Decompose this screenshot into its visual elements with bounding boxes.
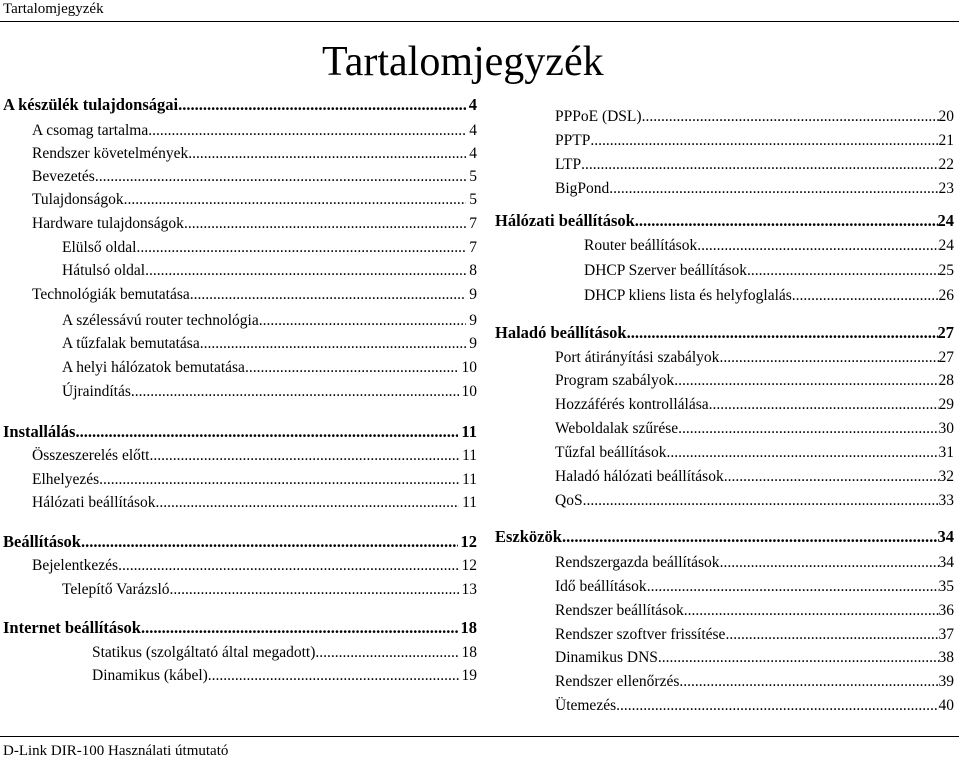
page-footer: D-Link DIR-100 Használati útmutató xyxy=(3,743,229,759)
toc-page-number: 9 xyxy=(469,335,477,352)
toc-page-number: 18 xyxy=(460,618,477,637)
toc-entry-label: Idő beállítások xyxy=(555,578,647,595)
toc-entry[interactable] xyxy=(555,131,954,151)
toc-page-number: 32 xyxy=(938,468,954,485)
toc-leader-dots xyxy=(674,371,938,391)
toc-leader-dots xyxy=(141,618,458,638)
toc-entry[interactable] xyxy=(555,443,954,463)
toc-leader-dots xyxy=(184,214,466,234)
toc-page-number: 4 xyxy=(469,145,477,162)
toc-entry-label: Program szabályok xyxy=(555,372,675,389)
toc-leader-dots xyxy=(627,323,938,343)
toc-entry-label: Ütemezés xyxy=(555,697,617,714)
toc-leader-dots xyxy=(208,666,459,686)
toc-leader-dots xyxy=(658,648,939,668)
page-header xyxy=(0,0,959,22)
toc-page-number: 36 xyxy=(938,602,954,619)
toc-leader-dots xyxy=(647,577,939,597)
toc-section-entry[interactable] xyxy=(3,618,477,638)
toc-entry[interactable] xyxy=(32,190,477,210)
toc-page-number: 21 xyxy=(938,132,954,149)
toc-entry-label: Router beállítások xyxy=(584,237,698,254)
toc-entry[interactable] xyxy=(555,625,954,645)
toc-section-entry[interactable] xyxy=(3,422,477,442)
toc-leader-dots xyxy=(635,211,938,231)
toc-page-number: 10 xyxy=(461,383,477,400)
toc-entry[interactable] xyxy=(584,286,954,306)
toc-page-number: 18 xyxy=(461,644,477,661)
toc-leader-dots xyxy=(725,625,938,645)
toc-entry[interactable] xyxy=(32,556,477,576)
toc-entry[interactable] xyxy=(32,167,477,187)
toc-page-number: 11 xyxy=(461,422,477,441)
toc-entry-label: A szélessávú router technológia xyxy=(62,312,259,329)
toc-page-number: 40 xyxy=(938,697,954,714)
toc-entry[interactable] xyxy=(32,446,477,466)
toc-entry[interactable] xyxy=(555,371,954,391)
toc-entry[interactable] xyxy=(555,601,954,621)
toc-entry[interactable] xyxy=(62,382,477,402)
toc-page-number: 19 xyxy=(461,667,477,684)
toc-page-number: 13 xyxy=(461,581,477,598)
toc-page-number: 38 xyxy=(938,649,954,666)
toc-leader-dots xyxy=(684,601,939,621)
toc-entry[interactable] xyxy=(62,358,477,378)
toc-leader-dots xyxy=(666,443,938,463)
toc-leader-dots xyxy=(679,672,938,692)
toc-leader-dots xyxy=(724,467,939,487)
toc-entry-label: Telepítő Varázsló xyxy=(62,581,170,598)
toc-page-number: 12 xyxy=(460,532,477,551)
toc-entry[interactable] xyxy=(92,666,477,686)
toc-entry[interactable] xyxy=(62,334,477,354)
toc-leader-dots xyxy=(136,238,466,258)
toc-entry-label: Elülső oldal xyxy=(62,239,137,256)
toc-entry-label: Rendszer szoftver frissítése xyxy=(555,626,726,643)
toc-entry[interactable] xyxy=(555,179,954,199)
toc-entry-label: Dinamikus DNS xyxy=(555,649,658,666)
toc-entry-label: Rendszer ellenőrzés xyxy=(555,673,680,690)
toc-entry-label: QoS xyxy=(555,492,583,509)
toc-entry[interactable] xyxy=(555,348,954,368)
toc-entry-label: Rendszer követelmények xyxy=(32,145,189,162)
toc-page-number: 37 xyxy=(938,626,954,643)
toc-entry-label: Haladó beállítások xyxy=(495,323,627,342)
toc-page-number: 30 xyxy=(938,420,954,437)
toc-entry[interactable] xyxy=(555,648,954,668)
toc-leader-dots xyxy=(697,236,938,256)
running-title: Tartalomjegyzék xyxy=(3,1,104,17)
toc-entry-label: Weboldalak szűrése xyxy=(555,420,679,437)
toc-entry-label: Dinamikus (kábel) xyxy=(92,667,208,684)
toc-entry-label: Elhelyezés xyxy=(32,471,100,488)
toc-entry-label: A helyi hálózatok bemutatása xyxy=(62,359,245,376)
toc-leader-dots xyxy=(315,643,458,663)
toc-section-entry[interactable] xyxy=(495,211,954,231)
toc-entry[interactable] xyxy=(555,672,954,692)
toc-page-number: 7 xyxy=(469,215,477,232)
toc-entry[interactable] xyxy=(32,285,477,305)
toc-page-number: 12 xyxy=(461,557,477,574)
toc-leader-dots xyxy=(200,334,467,354)
toc-leader-dots xyxy=(95,167,466,187)
toc-page-number: 8 xyxy=(469,262,477,279)
toc-entry-label: A csomag tartalma xyxy=(32,122,149,139)
toc-entry[interactable] xyxy=(62,261,477,281)
toc-entry[interactable] xyxy=(32,493,477,513)
page-title: Tartalomjegyzék xyxy=(322,39,604,85)
toc-entry-label: Technológiák bemutatása xyxy=(32,286,190,303)
toc-entry[interactable] xyxy=(62,580,477,600)
toc-entry-label: Tűzfal beállítások xyxy=(555,444,667,461)
toc-entry-label: A tűzfalak bemutatása xyxy=(62,335,200,352)
toc-leader-dots xyxy=(562,527,938,547)
toc-entry[interactable] xyxy=(62,311,477,331)
toc-leader-dots xyxy=(156,493,460,513)
toc-page-number: 26 xyxy=(938,287,954,304)
toc-page-number: 34 xyxy=(937,527,954,546)
toc-entry[interactable] xyxy=(584,236,954,256)
toc-leader-dots xyxy=(678,419,938,439)
toc-entry-label: Rendszer beállítások xyxy=(555,602,684,619)
toc-leader-dots xyxy=(720,553,939,573)
toc-entry-label: Internet beállítások xyxy=(3,618,141,637)
toc-entry[interactable] xyxy=(555,696,954,716)
toc-page-number: 20 xyxy=(938,108,954,125)
toc-leader-dots xyxy=(259,311,467,331)
toc-entry-label: Beállítások xyxy=(3,532,81,551)
toc-page-number: 27 xyxy=(938,349,954,366)
toc-section-entry[interactable] xyxy=(3,95,477,115)
toc-entry-label: Eszközök xyxy=(495,527,562,546)
toc-entry[interactable] xyxy=(555,395,954,415)
toc-entry-label: Bevezetés xyxy=(32,168,95,185)
toc-page-number: 29 xyxy=(938,396,954,413)
toc-leader-dots xyxy=(170,580,459,600)
toc-entry-label: Tulajdonságok xyxy=(32,191,124,208)
toc-leader-dots xyxy=(616,696,938,716)
toc-page-number: 11 xyxy=(462,494,477,511)
toc-page-number: 5 xyxy=(469,191,477,208)
toc-page-number: 4 xyxy=(469,122,477,139)
toc-page-number: 39 xyxy=(938,673,954,690)
toc-entry[interactable] xyxy=(555,577,954,597)
toc-entry[interactable] xyxy=(32,144,477,164)
toc-leader-dots xyxy=(150,446,460,466)
toc-page-number: 22 xyxy=(938,156,954,173)
toc-entry-label: Installálás xyxy=(3,422,76,441)
toc-leader-dots xyxy=(145,261,466,281)
toc-leader-dots xyxy=(124,190,467,210)
toc-entry[interactable] xyxy=(92,643,477,663)
toc-page-number: 31 xyxy=(938,444,954,461)
toc-entry-label: A készülék tulajdonságai xyxy=(3,95,179,114)
toc-leader-dots xyxy=(709,395,939,415)
toc-entry-label: DHCP Szerver beállítások xyxy=(584,262,747,279)
toc-page-number: 9 xyxy=(469,312,477,329)
toc-page-number: 35 xyxy=(938,578,954,595)
toc-section-entry[interactable] xyxy=(3,532,477,552)
toc-page-number: 5 xyxy=(469,168,477,185)
toc-leader-dots xyxy=(609,179,938,199)
toc-page-number: 33 xyxy=(938,492,954,509)
toc-entry[interactable] xyxy=(555,107,954,127)
toc-entry[interactable] xyxy=(62,238,477,258)
toc-entry-label: LTP xyxy=(555,156,582,173)
toc-entry-label: Hátulsó oldal xyxy=(62,262,146,279)
toc-entry-label: Hálózati beállítások xyxy=(495,211,635,230)
toc-page-number: 28 xyxy=(938,372,954,389)
toc-page-number: 11 xyxy=(462,447,477,464)
toc-leader-dots xyxy=(81,532,458,552)
toc-leader-dots xyxy=(747,261,939,281)
toc-leader-dots xyxy=(178,95,466,115)
toc-entry-label: BigPond xyxy=(555,180,610,197)
toc-entry-label: Összeszerelés előtt xyxy=(32,447,150,464)
footer-divider xyxy=(0,736,959,737)
toc-leader-dots xyxy=(642,107,939,127)
toc-entry[interactable] xyxy=(555,491,954,511)
toc-leader-dots xyxy=(118,556,458,576)
toc-entry-label: Hozzáférés kontrollálása xyxy=(555,396,709,413)
toc-page-number: 11 xyxy=(462,471,477,488)
toc-leader-dots xyxy=(148,121,466,141)
toc-page-number: 10 xyxy=(461,359,477,376)
toc-entry[interactable] xyxy=(32,470,477,490)
toc-page-number: 7 xyxy=(469,239,477,256)
toc-leader-dots xyxy=(99,470,459,490)
toc-entry-label: Hardware tulajdonságok xyxy=(32,215,184,232)
toc-page-number: 25 xyxy=(938,262,954,279)
toc-entry[interactable] xyxy=(555,155,954,175)
toc-leader-dots xyxy=(590,131,938,151)
toc-leader-dots xyxy=(75,422,458,442)
toc-entry[interactable] xyxy=(584,261,954,281)
toc-leader-dots xyxy=(719,348,938,368)
toc-leader-dots xyxy=(190,285,467,305)
toc-entry-label: PPPoE (DSL) xyxy=(555,108,642,125)
toc-entry-label: Port átirányítási szabályok xyxy=(555,349,720,366)
toc-page-number: 9 xyxy=(469,286,477,303)
toc-leader-dots xyxy=(581,155,938,175)
toc-entry-label: DHCP kliens lista és helyfoglalás xyxy=(584,287,792,304)
toc-entry-label: Statikus (szolgáltató által megadott) xyxy=(92,644,316,661)
toc-page-number: 24 xyxy=(938,237,954,254)
toc-leader-dots xyxy=(583,491,939,511)
toc-page-number: 24 xyxy=(937,211,954,230)
toc-page-number: 4 xyxy=(468,95,477,114)
toc-entry[interactable] xyxy=(555,419,954,439)
toc-page-number: 23 xyxy=(938,180,954,197)
toc-entry-label: Hálózati beállítások xyxy=(32,494,156,511)
toc-entry[interactable] xyxy=(32,121,477,141)
toc-entry-label: PPTP xyxy=(555,132,591,149)
toc-section-entry[interactable] xyxy=(495,323,954,343)
toc-page-number: 34 xyxy=(938,554,954,571)
toc-leader-dots xyxy=(188,144,466,164)
toc-entry-label: Újraindítás xyxy=(62,383,131,400)
toc-entry[interactable] xyxy=(32,214,477,234)
toc-page-number: 27 xyxy=(937,323,954,342)
toc-entry[interactable] xyxy=(555,467,954,487)
toc-leader-dots xyxy=(245,358,459,378)
toc-leader-dots xyxy=(131,382,459,402)
toc-entry-label: Haladó hálózati beállítások xyxy=(555,468,724,485)
toc-entry[interactable] xyxy=(555,553,954,573)
toc-section-entry[interactable] xyxy=(495,527,954,547)
toc-entry-label: Rendszergazda beállítások xyxy=(555,554,720,571)
toc-leader-dots xyxy=(792,286,939,306)
toc-entry-label: Bejelentkezés xyxy=(32,557,119,574)
